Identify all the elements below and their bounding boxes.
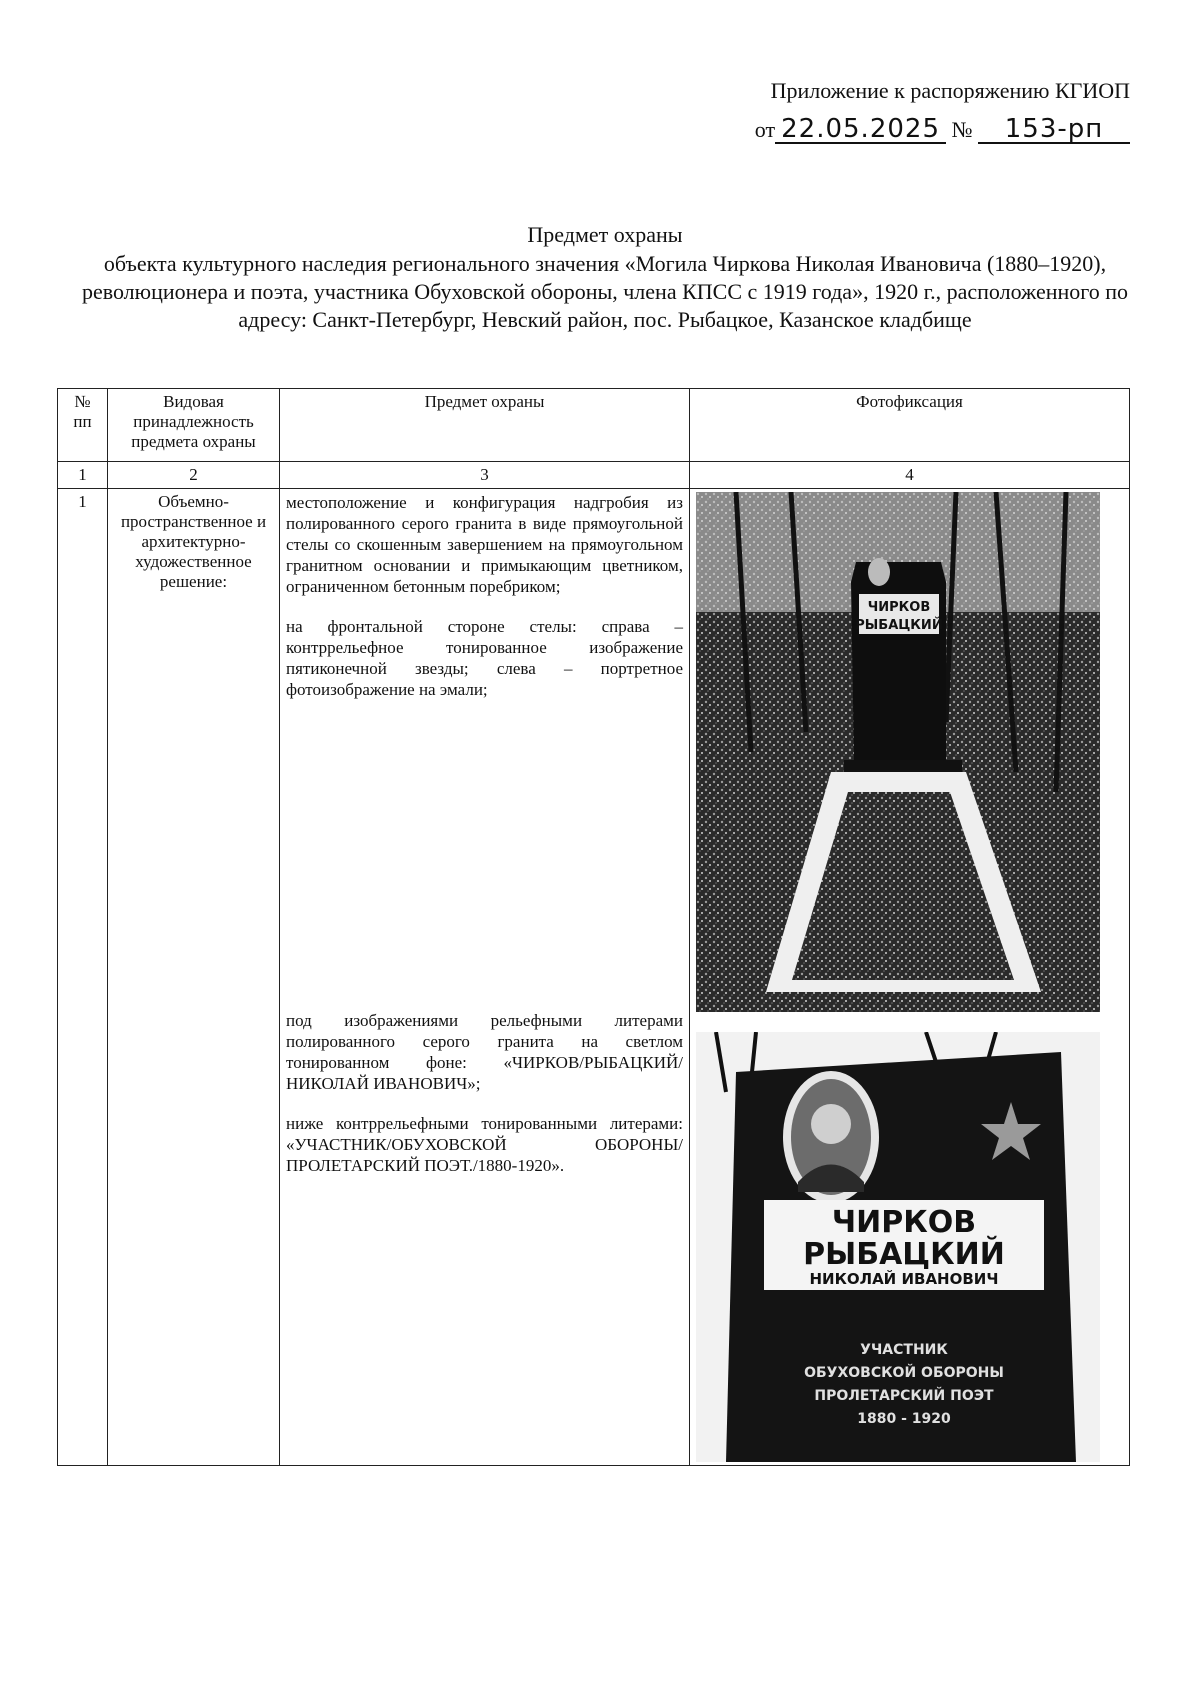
- stele-text: 1880 - 1920: [857, 1411, 951, 1427]
- stele-text: ПРОЛЕТАРСКИЙ ПОЭТ: [814, 1388, 994, 1404]
- stele-text: ЧИРКОВ: [831, 1205, 977, 1240]
- title-block: [70, 222, 1140, 334]
- protection-subject-table: [57, 388, 1130, 1466]
- row-subject: [280, 489, 690, 1466]
- subject-paragraph: ниже контррельефными тонированными литерами: «УЧАСТНИК/ОБУХОВСКОЙ ОБОРОНЫ/ПРОЛЕТАРСКИЙ ПОЭТ./1880-1920».: [286, 1114, 683, 1175]
- column-number-row: [58, 462, 1130, 489]
- col-number: 3: [280, 462, 690, 489]
- header-type: Видовая принадлежность предмета охраны: [108, 389, 280, 462]
- stele-text: РЫБАЦКИЙ: [803, 1237, 1005, 1272]
- stele-text: НИКОЛАЙ ИВАНОВИЧ: [809, 1270, 999, 1288]
- document-title: Предмет охраны: [527, 222, 683, 247]
- col-number: 4: [690, 462, 1130, 489]
- order-number-label: №: [951, 117, 973, 142]
- order-number: 153-рп: [978, 116, 1130, 144]
- subject-paragraph: под изображениями рельефными литерами полированного серого гранита на светлом тонированном фоне: «ЧИРКОВ/РЫБАЦКИЙ/НИКОЛАЙ ИВАНОВИЧ»;: [286, 1011, 683, 1093]
- header-subject: Предмет охраны: [280, 389, 690, 462]
- grave-overview-photo: [696, 492, 1100, 1012]
- order-line: [0, 116, 1130, 144]
- stele-text: УЧАСТНИК: [860, 1342, 948, 1358]
- appendix-line: Приложение к распоряжению КГИОП: [770, 78, 1130, 103]
- plate-text: ЧИРКОВ: [867, 600, 931, 615]
- col-number: 2: [108, 462, 280, 489]
- subject-paragraph: местоположение и конфигурация надгробия из полированного серого гранита в виде прямоугольной стелы со скошенным завершением на прямоугольном гранитном основании и примыкающим цветником, ограниченном бетонным поребриком;: [286, 493, 683, 596]
- table-row: [58, 489, 1130, 1466]
- header-no: № пп: [58, 389, 108, 462]
- plate-text: РЫБАЦКИЙ: [855, 618, 943, 633]
- col-number: 1: [58, 462, 108, 489]
- header-block: [0, 78, 1130, 144]
- row-type: Объемно-пространственное и архитектурно-художественное решение:: [108, 489, 280, 1466]
- header-photo: Фотофиксация: [690, 389, 1130, 462]
- table-header-row: [58, 389, 1130, 462]
- document-subtitle: объекта культурного наследия регионального значения «Могила Чиркова Николая Ивановича (1880–1920), революционера и поэта, участника Обуховской обороны, члена КПСС с 1919 года», 1920 г., расположенного по адресу: Санкт-Петербург, Невский район, пос. Рыбацкое, Казанское кладбище: [81, 251, 1129, 332]
- stele-closeup-photo: [696, 1032, 1100, 1462]
- order-date: 22.05.2025: [775, 116, 946, 144]
- row-photos: [690, 489, 1130, 1466]
- row-number: 1: [58, 489, 108, 1466]
- subject-paragraph: на фронтальной стороне стелы: справа – контррельефное тонированное изображение пятиконечной звезды; слева – портретное фотоизображение на эмали;: [286, 617, 683, 699]
- order-prefix: от: [754, 117, 776, 142]
- stele-text: ОБУХОВСКОЙ ОБОРОНЫ: [804, 1365, 1004, 1381]
